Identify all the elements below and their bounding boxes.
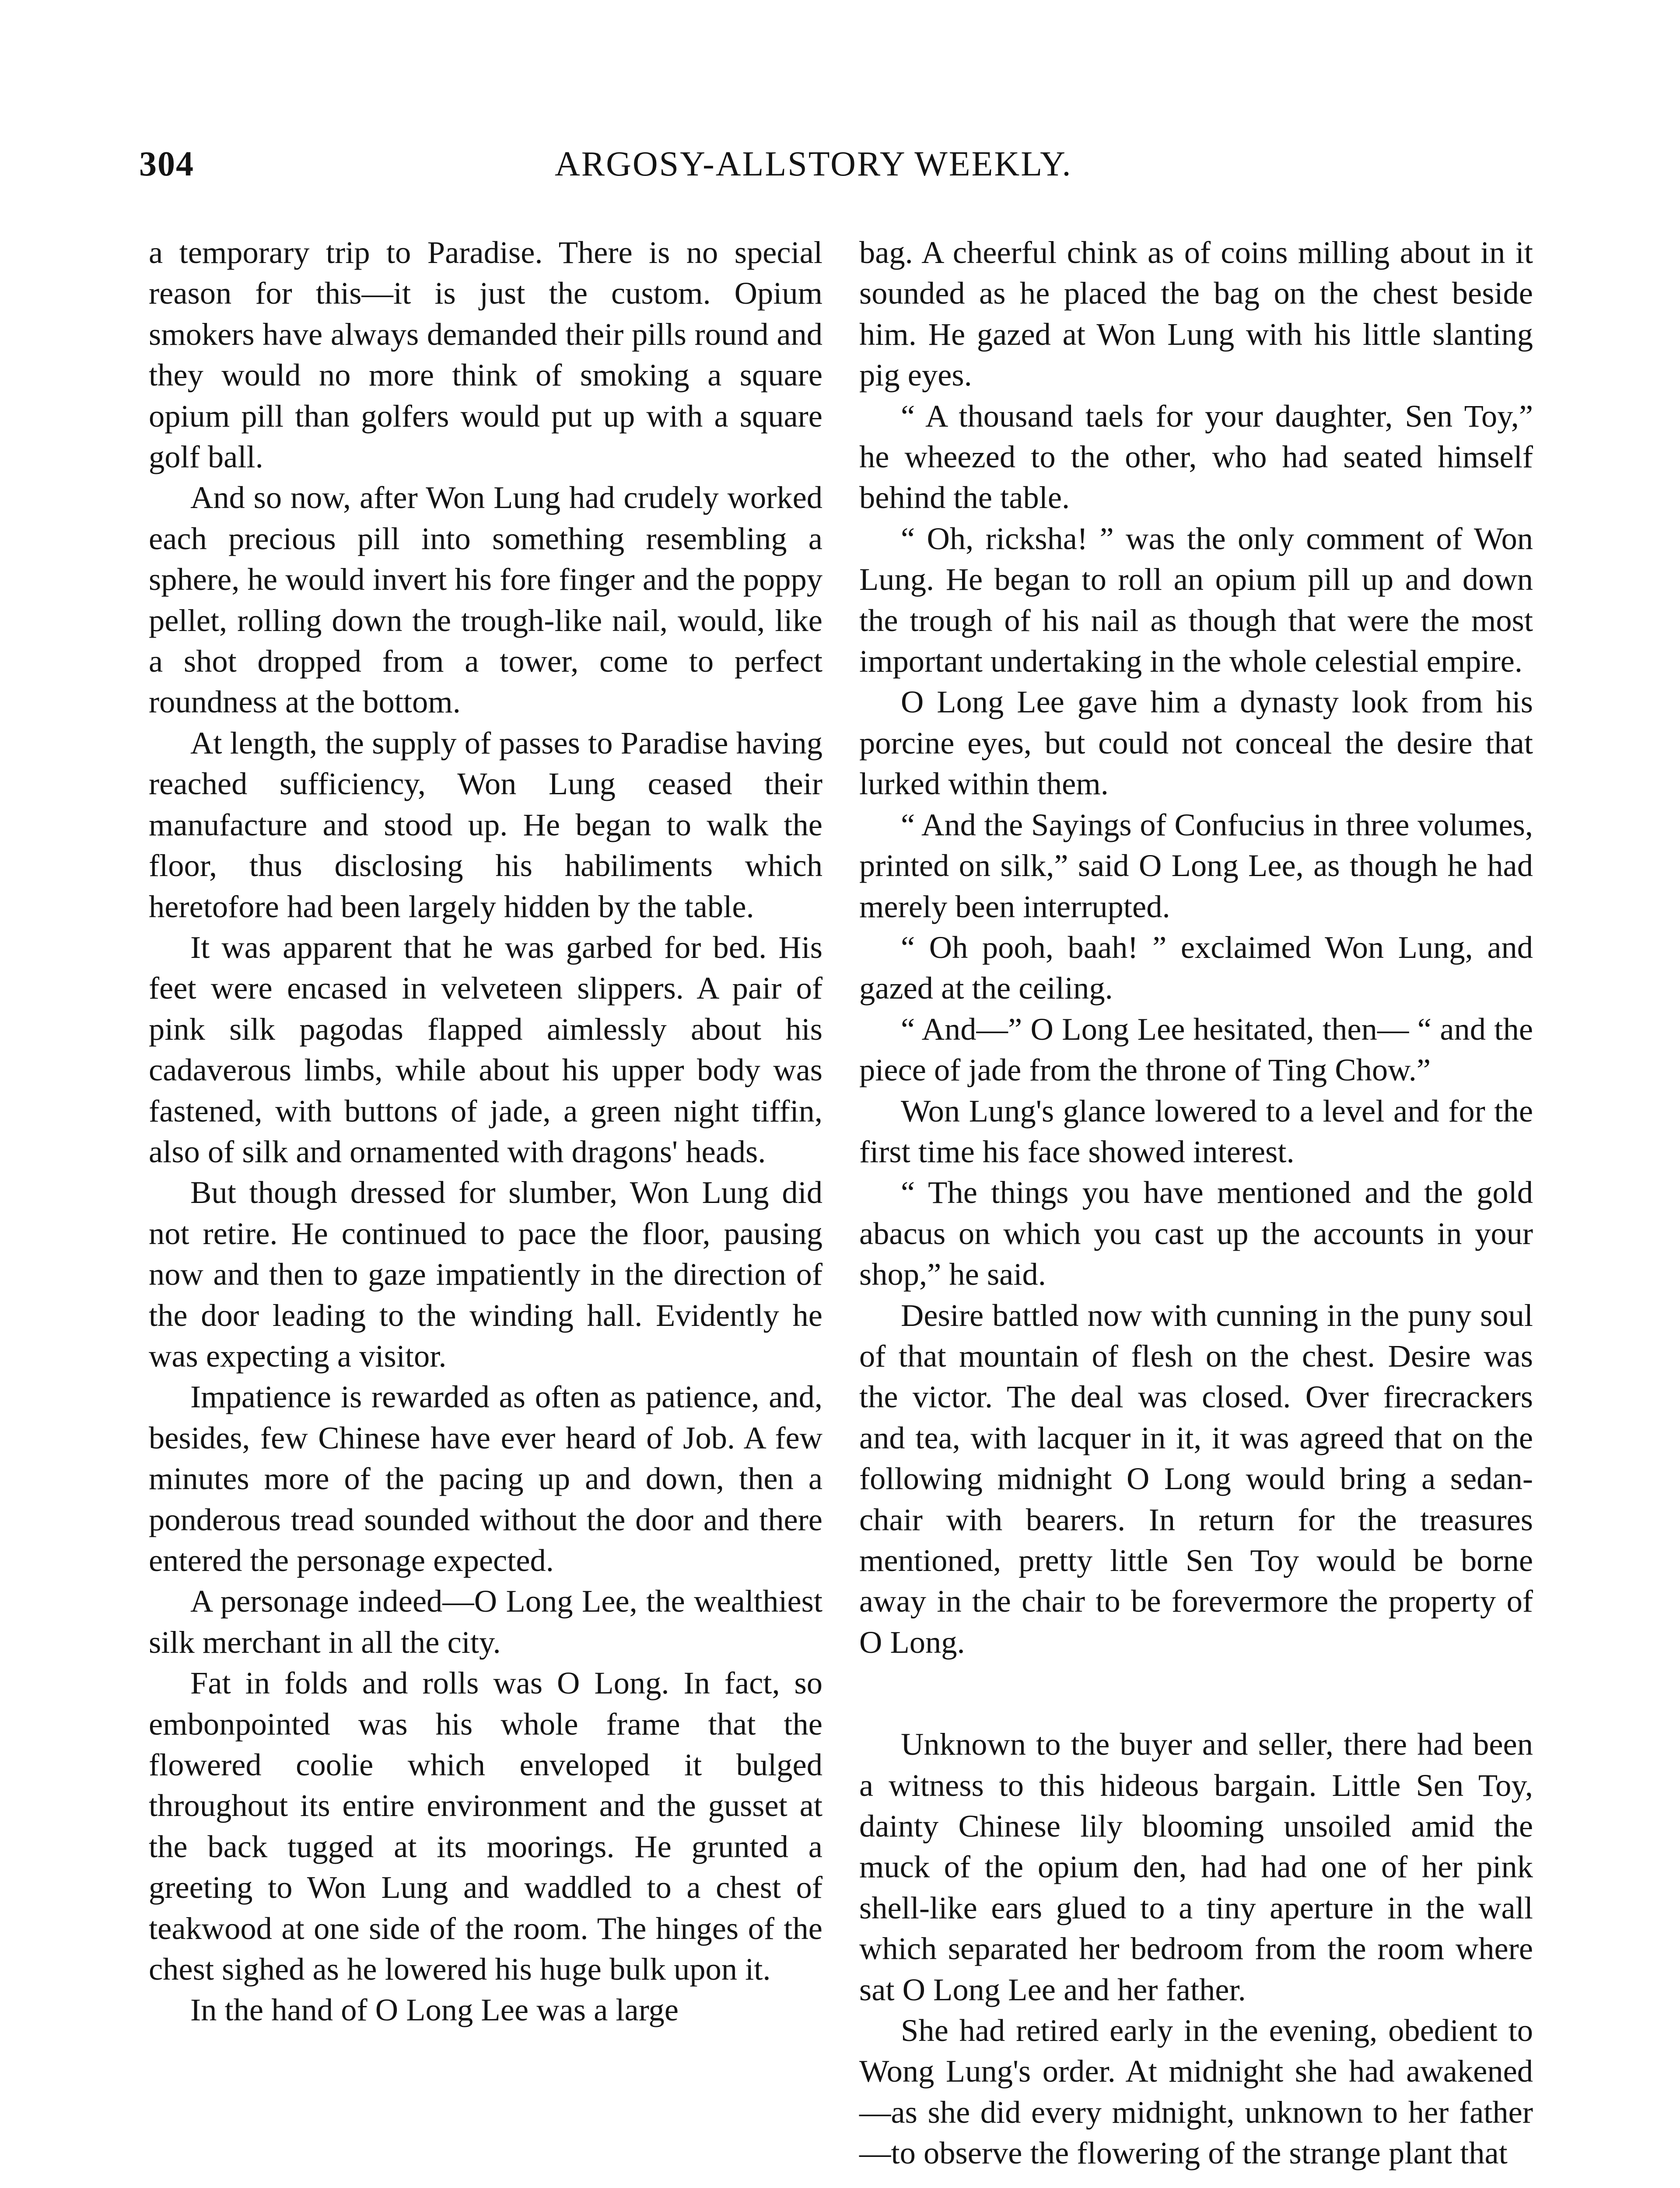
paragraph: “ The things you have mentioned and the gold abacus on which you cast up the accounts in your shop,” he said. bbox=[859, 1175, 1533, 1292]
paragraph: In the hand of O Long Lee was a large bbox=[190, 1992, 679, 2028]
left-column bbox=[149, 232, 822, 2030]
paragraph: Unknown to the buyer and seller, there had been a witness to this hideous bargain. Little Sen Toy, dainty Chinese lily blooming unsoiled amid the muck of the opium den, had had one of her pink shell-like ears glued to a tiny aperture in the wall which separated her bedroom from the room where sat O Long Lee and her father. bbox=[859, 1726, 1533, 2007]
paragraph: A personage indeed—O Long Lee, the wealthiest silk merchant in all the city. bbox=[149, 1583, 822, 1660]
paragraph: Desire battled now with cunning in the puny soul of that mountain of flesh on the chest. Desire was the victor. The deal was closed. Over firecrackers and tea, with lacquer in it, it was agreed that on the following midnight O Long would bring a sedan-chair with bearers. In return for the treasures mentioned, pretty little Sen Toy would be borne away in the chair to be forevermore the property of O Long. bbox=[859, 1297, 1533, 1660]
paragraph: And so now, after Won Lung had crudely worked each precious pill into something resembling a sphere, he would invert his fore finger and the poppy pellet, rolling down the trough-like nail, would, like a shot dropped from a tower, come to perfect roundness at the bottom. bbox=[149, 480, 822, 720]
paragraph: At length, the supply of passes to Paradise having reached sufficiency, Won Lung ceased their manufacture and stood up. He began to walk the floor, thus disclosing his habiliments which heretofore had been largely hidden by the table. bbox=[149, 725, 822, 924]
paragraph: She had retired early in the evening, obedient to Wong Lung's order. At midnight she had awakened—as she did every midnight, unknown to her father—to observe the flowering of the strange plant that bbox=[859, 2013, 1533, 2171]
paragraph: “ A thousand taels for your daughter, Sen Toy,” he wheezed to the other, who had seated himself behind the table. bbox=[859, 398, 1533, 515]
paragraph: “ Oh, ricksha! ” was the only comment of Won Lung. He began to roll an opium pill up and down the trough of his nail as though that were the most important undertaking in the whole celestial empire. bbox=[859, 520, 1533, 679]
paragraph: “ Oh pooh, baah! ” exclaimed Won Lung, and gazed at the ceiling. bbox=[859, 929, 1533, 1006]
paragraph: Won Lung's glance lowered to a level and for the first time his face showed interest. bbox=[859, 1093, 1533, 1169]
paragraph: “ And the Sayings of Confucius in three volumes, printed on silk,” said O Long Lee, as though he had merely been interrupted. bbox=[859, 806, 1533, 924]
section-break bbox=[859, 1662, 1533, 1724]
paragraph: But though dressed for slumber, Won Lung did not retire. He continued to pace the floor, pausing now and then to gaze impatiently in the direction of the door leading to the winding hall. Evidently he was expecting a visitor. bbox=[149, 1175, 822, 1374]
paragraph: O Long Lee gave him a dynasty look from his porcine eyes, but could not conceal the desire that lurked within them. bbox=[859, 684, 1533, 802]
paragraph: It was apparent that he was garbed for bed. His feet were encased in velveteen slippers. A pair of pink silk pagodas flapped aimlessly about his cadaverous limbs, while about his upper body was fastened, with buttons of jade, a green night tiffin, also of silk and ornamented with dragons' heads. bbox=[149, 929, 822, 1169]
paragraph: “ And—” O Long Lee hesitated, then— “ and the piece of jade from the throne of Ting Chow.” bbox=[859, 1011, 1533, 1088]
paragraph: bag. A cheerful chink as of coins milling about in it sounded as he placed the bag on the chest beside him. He gazed at Won Lung with his little slanting pig eyes. bbox=[859, 235, 1533, 393]
paragraph: Impatience is rewarded as often as patience, and, besides, few Chinese have ever heard of Job. A few minutes more of the pacing up and down, then a ponderous tread sounded without the door and there entered the personage expected. bbox=[149, 1379, 822, 1578]
paragraph: Fat in folds and rolls was O Long. In fact, so embonpointed was his whole frame that the flowered coolie which enveloped it bulged throughout its entire environment and the gusset at the back tugged at its moorings. He grunted a greeting to Won Lung and waddled to a chest of teakwood at one side of the room. The hinges of the chest sighed as he lowered his huge bulk upon it. bbox=[149, 1665, 822, 1987]
running-title: ARGOSY-ALLSTORY WEEKLY. bbox=[555, 145, 1072, 183]
page-number: 304 bbox=[139, 145, 194, 183]
paragraph: a temporary trip to Paradise. There is no special reason for this—it is just the custom. Opium smokers have always demanded their pills round and they would no more think of smoking a square opium pill than golfers would put up with a square golf ball. bbox=[149, 235, 822, 475]
running-header bbox=[139, 144, 1390, 197]
right-column bbox=[859, 232, 1533, 2174]
